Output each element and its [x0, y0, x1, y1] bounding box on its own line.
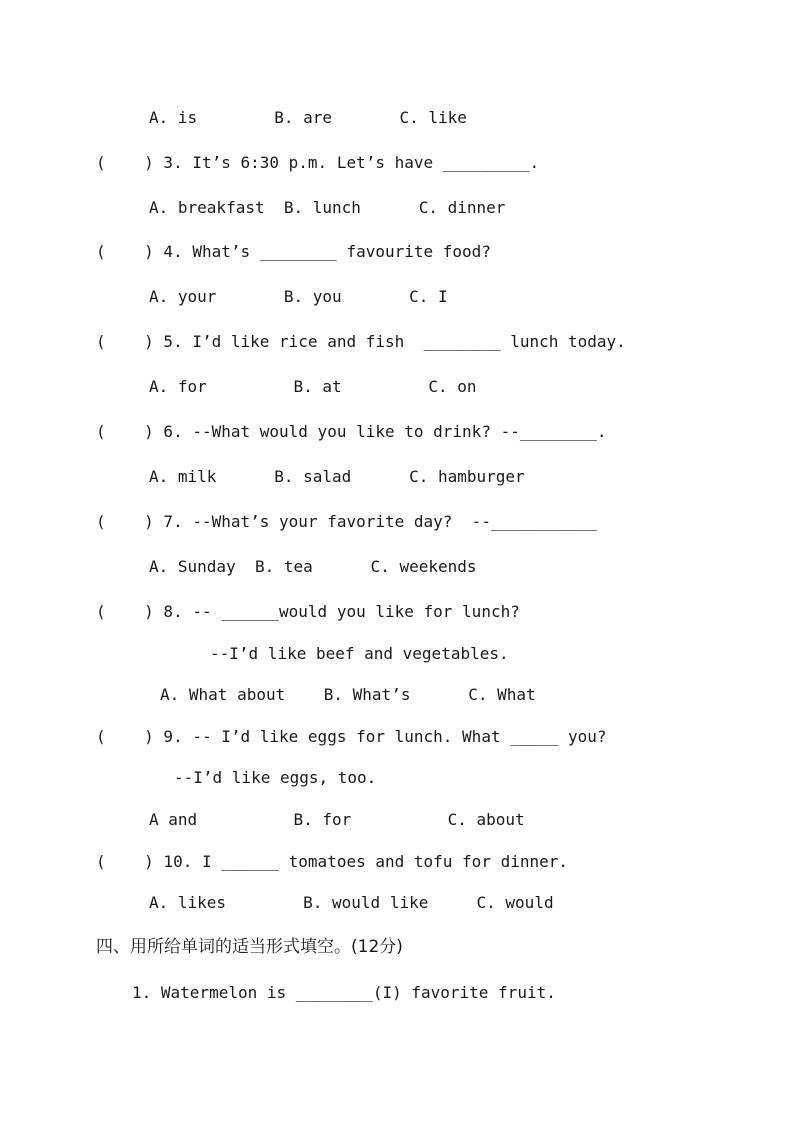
- question-3: ( ) 3. It’s 6:30 p.m. Let’s have _________.: [96, 153, 540, 172]
- question-10: ( ) 10. I ______ tomatoes and tofu for dinner.: [96, 852, 569, 871]
- q9-options: A and B. for C. about: [149, 810, 525, 829]
- question-5: ( ) 5. I’d like rice and fish ________ lunch today.: [96, 332, 626, 351]
- q8-reply: --I’d like beef and vegetables.: [210, 644, 509, 663]
- q8-options: A. What about B. What’s C. What: [160, 685, 536, 704]
- question-8: ( ) 8. -- ______would you like for lunch?: [96, 602, 520, 621]
- q9-reply: --I’d like eggs, too.: [174, 768, 377, 787]
- question-9: ( ) 9. -- I’d like eggs for lunch. What _____ you?: [96, 727, 607, 746]
- q10-options: A. likes B. would like C. would: [149, 893, 554, 912]
- q6-options: A. milk B. salad C. hamburger: [149, 467, 525, 486]
- question-6: ( ) 6. --What would you like to drink? --________.: [96, 422, 607, 441]
- q7-options: A. Sunday B. tea C. weekends: [149, 557, 477, 576]
- fill-blank-1: 1. Watermelon is ________(I) favorite fruit.: [132, 983, 556, 1002]
- q4-options: A. your B. you C. I: [149, 287, 448, 306]
- q5-options: A. for B. at C. on: [149, 377, 477, 396]
- question-4: ( ) 4. What’s ________ favourite food?: [96, 242, 491, 261]
- section-heading: 四、用所给单词的适当形式填空。(12分): [96, 937, 403, 957]
- q2-options: A. is B. are C. like: [149, 108, 467, 127]
- q3-options: A. breakfast B. lunch C. dinner: [149, 198, 506, 217]
- question-7: ( ) 7. --What’s your favorite day? --___________: [96, 512, 597, 531]
